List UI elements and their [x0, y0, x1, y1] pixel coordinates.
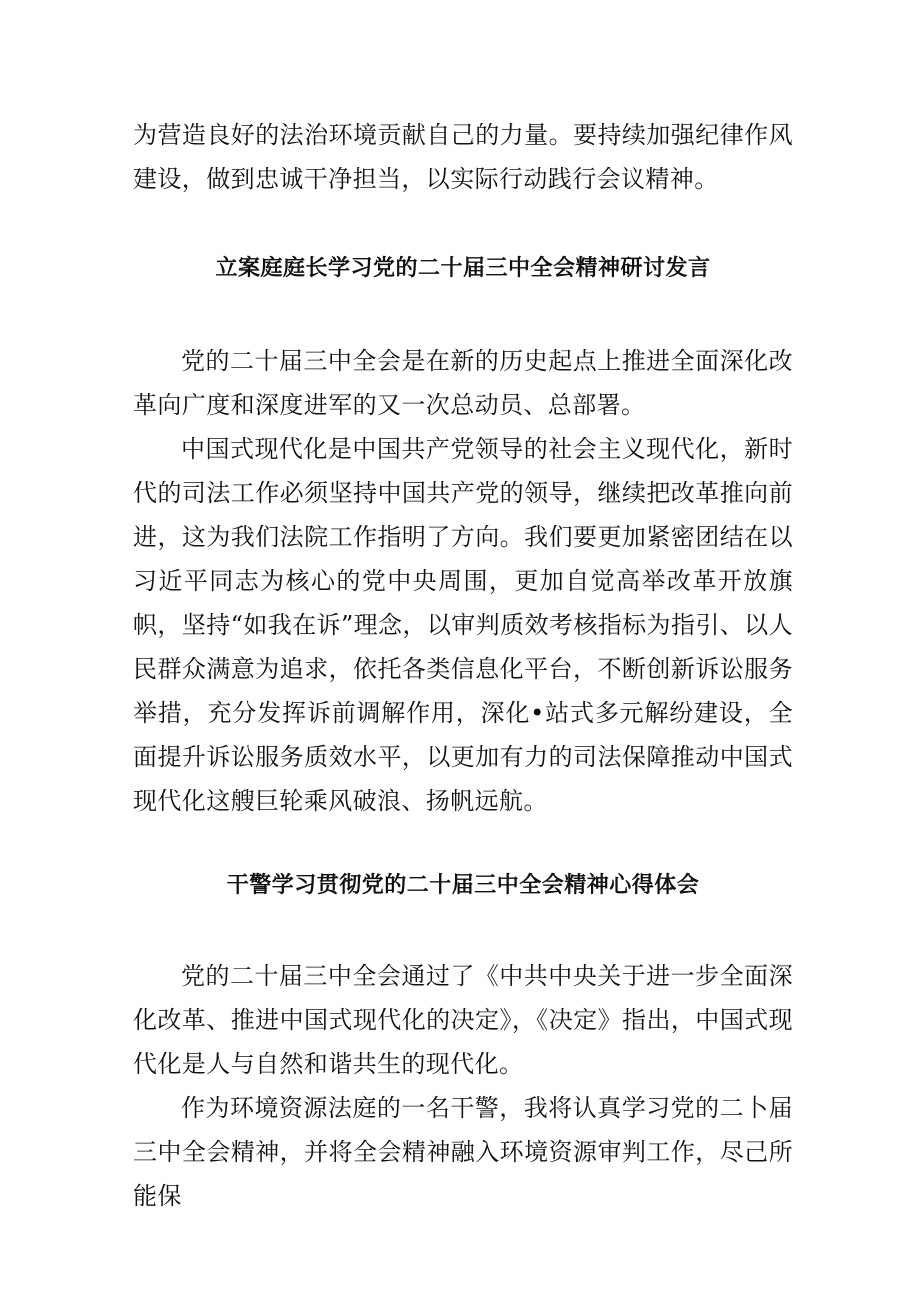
- section1-title: 立案庭庭长学习党的二十届三中全会精神研讨发言: [215, 256, 711, 281]
- section2-paragraph-1: 党的二十届三中全会通过了《中共中央关于进一步全面深化改革、推进中国式现代化的决定》，《决定》指出，中国式现代化是人与自然和谐共生的现代化。: [133, 962, 793, 1078]
- section1-paragraph-1: 党的二十届三中全会是在新的历史起点上推进全面深化改革向广度和深度进军的又一次总动员、总部署。: [133, 347, 793, 419]
- section2-title: 干警学习贯彻党的二十届三中全会精神心得体会: [226, 873, 700, 898]
- intro-paragraph: 为营造良好的法治环境贡献自己的力量。要持续加强纪律作风建设，做到忠诚干净担当，以实际行动践行会议精神。: [133, 121, 793, 193]
- section1-paragraph-2: 中国式现代化是中国共产党领导的社会主义现代化，新时代的司法工作必须坚持中国共产党的领导，继续把改革推向前进，这为我们法院工作指明了方向。我们要更加紧密团结在以习近平同志为核心的党中央周围，更加自觉高举改革开放旗帜，坚持“如我在诉”理念，以审判质效考核指标为指引、以人民群众满意为追求，依托各类信息化平台，不断创新诉讼服务举措，充分发挥诉前调解作用，深化•站式多元解纷建设，全面提升诉讼服务质效水平，以更加有力的司法保障推动中国式现代化这艘巨轮乘风破浪、扬帆远航。: [133, 435, 793, 815]
- section2-paragraph-2: 作为环境资源法庭的一名干警，我将认真学习党的二卜届三中全会精神，并将全会精神融入环境资源审判工作，尽己所能保: [133, 1094, 793, 1210]
